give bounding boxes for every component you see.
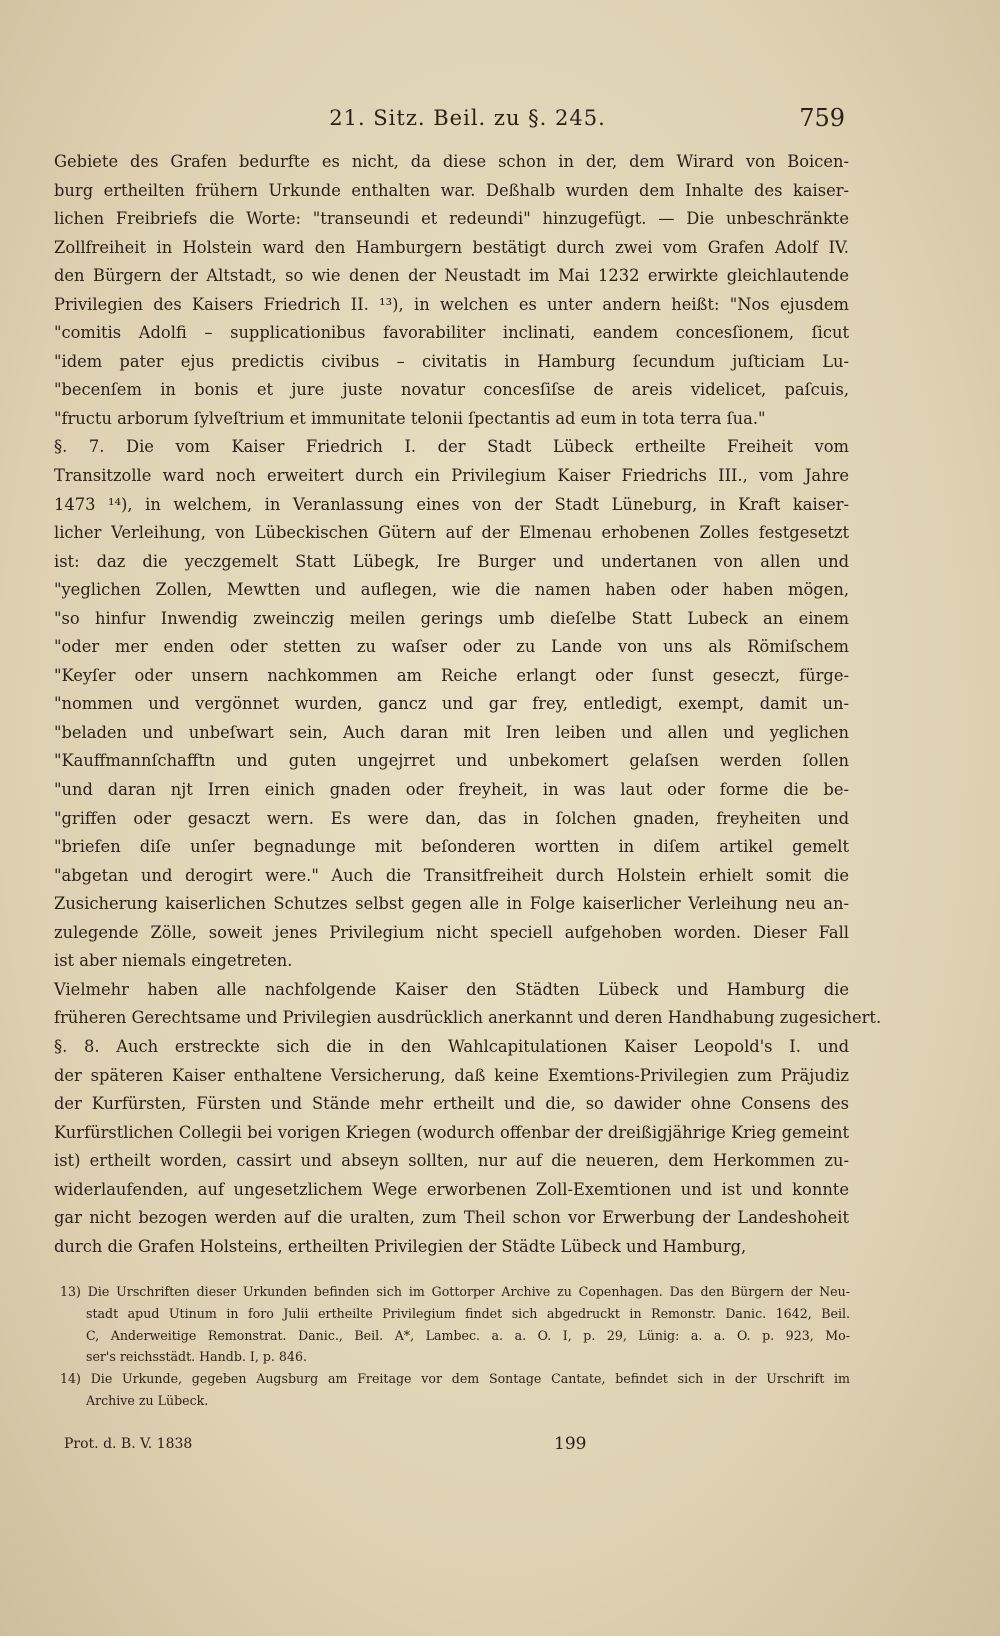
text-line: früheren Gerechtsame und Privilegien ausdrücklich anerkannt und deren Handhabung zugesichert. <box>54 1008 882 1028</box>
footnote-line: ser's reichsstädt. Handb. I, p. 846. <box>86 1349 307 1365</box>
header-title: 21. Sitz. Beil. zu §. 245. <box>329 106 606 130</box>
text-line: ist: daz die yeczgemelt Statt Lübegk, Ire Burger und undertanen von allen und <box>54 551 849 571</box>
footnote-line: stadt apud Utinum in foro Julii ertheilte Privilegium findet sich abgedruckt in Remonstr. Danic. 1642, Beil. <box>86 1305 850 1321</box>
sheet-number: 199 <box>554 1434 587 1454</box>
footnote-line: Archive zu Lübeck. <box>86 1392 209 1408</box>
text-line: "fructu arborum ſylveſtrium et immunitate telonii ſpectantis ad eum in tota terra ſua." <box>54 408 766 428</box>
text-line: §. 7. Die vom Kaiser Friedrich I. der Stadt Lübeck ertheilte Freiheit vom <box>54 437 849 457</box>
footnote-line: 13) Die Urschriften dieser Urkunden befinden sich im Gottorper Archive zu Copenhagen. Das den Bürgern der Neu- <box>60 1284 850 1299</box>
text-line: widerlaufenden, auf ungesetzlichem Wege erworbenen Zoll-Exemtionen und ist und konnte <box>54 1179 849 1199</box>
text-line: gar nicht bezogen werden auf die uralten, zum Theil schon vor Erwerbung der Landeshoheit <box>54 1208 849 1228</box>
text-line: lichen Freibriefs die Worte: "transeundi et redeundi" hinzugefügt. — Die unbeschränkte <box>54 209 849 229</box>
text-line: zulegende Zölle, soweit jenes Privilegium nicht speciell aufgehoben worden. Dieser Fall <box>54 922 849 942</box>
text-line: der späteren Kaiser enthaltene Versicherung, daß keine Exemtions-Privilegien zum Präjudiz <box>54 1065 849 1085</box>
text-line: "briefen diſe unſer begnadunge mit beſonderen wortten in diſem artikel gemelt <box>54 837 849 857</box>
text-line: ist aber niemals eingetreten. <box>54 951 293 971</box>
text-line: Kurfürstlichen Collegii bei vorigen Kriegen (wodurch offenbar der dreißigjährige Krieg gemeint <box>54 1122 849 1142</box>
page-footer <box>64 1436 849 1460</box>
text-line: "Keyſer oder unsern nachkommen am Reiche erlangt oder ſunst geseczt, fürge- <box>54 665 849 685</box>
text-line: "Kauffmannſchafftn und guten ungejrret und unbekomert gelaſsen werden ſollen <box>54 751 849 771</box>
text-line: durch die Grafen Holsteins, ertheilten Privilegien der Städte Lübeck und Hamburg, <box>54 1236 747 1256</box>
main-text <box>54 148 882 1261</box>
text-line: "oder mer enden oder stetten zu waſser oder zu Lande von uns als Römiſschem <box>54 637 849 657</box>
page-number: 759 <box>799 104 845 132</box>
text-line: ist) ertheilt worden, cassirt und abseyn sollten, nur auf die neueren, dem Herkommen zu- <box>54 1151 849 1171</box>
footnotes <box>60 1281 850 1412</box>
text-line: "comitis Adolfi – supplicationibus favorabiliter inclinati, eandem concesſionem, ſicut <box>54 323 849 343</box>
running-header <box>90 102 845 142</box>
text-line: Zollfreiheit in Holstein ward den Hamburgern bestätigt durch zwei vom Grafen Adolf IV. <box>54 237 849 257</box>
text-line: "griffen oder gesaczt wern. Es were dan, das in ſolchen gnaden, freyheiten und <box>54 808 849 828</box>
text-line: burg ertheilten frühern Urkunde enthalten war. Deßhalb wurden dem Inhalte des kaiser- <box>54 180 849 200</box>
text-line: Gebiete des Grafen bedurfte es nicht, da diese schon in der, dem Wirard von Boicen- <box>54 152 849 171</box>
text-line: "nommen und vergönnet wurden, gancz und gar frey, entledigt, exempt, damit un- <box>54 694 849 714</box>
text-line: Vielmehr haben alle nachfolgende Kaiser den Städten Lübeck und Hamburg die <box>54 979 849 999</box>
text-line: den Bürgern der Altstadt, so wie denen der Neustadt im Mai 1232 erwirkte gleichlautende <box>54 266 849 286</box>
text-line: "abgetan und derogirt were." Auch die Transitfreiheit durch Holstein erhielt somit die <box>54 865 849 885</box>
text-line: Zusicherung kaiserlichen Schutzes selbst gegen alle in Folge kaiserlicher Verleihung neu an- <box>54 894 849 914</box>
text-line: "beladen und unbeſwart sein, Auch daran mit Iren leiben und allen und yeglichen <box>54 722 849 742</box>
footnote-line: 14) Die Urkunde, gegeben Augsburg am Freitage vor dem Sontage Cantate, befindet sich in der Urschrift im <box>60 1371 850 1387</box>
printer-signature: Prot. d. B. V. 1838 <box>64 1436 193 1452</box>
footnote-line: C, Anderweitige Remonstrat. Danic., Beil. A*, Lambec. a. a. O. I, p. 29, Lünig: a. a. O. p. 923, Mo- <box>86 1327 850 1343</box>
text-line: "so hinfur Inwendig zweinczig meilen gerings umb dieſelbe Statt Lubeck an einem <box>54 608 849 628</box>
text-line: licher Verleihung, von Lübeckischen Gütern auf der Elmenau erhobenen Zolles festgesetzt <box>54 523 849 543</box>
text-line: "und daran njt Irren einich gnaden oder freyheit, in was laut oder forme die be- <box>54 780 849 800</box>
text-line: Transitzolle ward noch erweitert durch ein Privilegium Kaiser Friedrichs III., vom Jahre <box>54 466 849 486</box>
text-line: der Kurfürsten, Fürsten und Stände mehr ertheilt und die, so dawider ohne Consens des <box>54 1094 849 1114</box>
text-line: "idem pater ejus predictis civibus – civitatis in Hamburg ſecundum juſticiam Lu- <box>54 351 849 371</box>
text-line: §. 8. Auch erstreckte sich die in den Wahlcapitulationen Kaiser Leopold's I. und <box>54 1036 849 1056</box>
text-line: Privilegien des Kaisers Friedrich II. ¹³), in welchen es unter andern heißt: "Nos ejusdem <box>54 294 849 314</box>
text-line: 1473 ¹⁴), in welchem, in Veranlassung eines von der Stadt Lüneburg, in Kraft kaiser- <box>54 494 849 514</box>
text-line: "becenſem in bonis et jure juste novatur concesſiſse de areis videlicet, paſcuis, <box>54 380 849 400</box>
text-line: "yeglichen Zollen, Mewtten und auflegen, wie die namen haben oder haben mögen, <box>54 580 849 600</box>
